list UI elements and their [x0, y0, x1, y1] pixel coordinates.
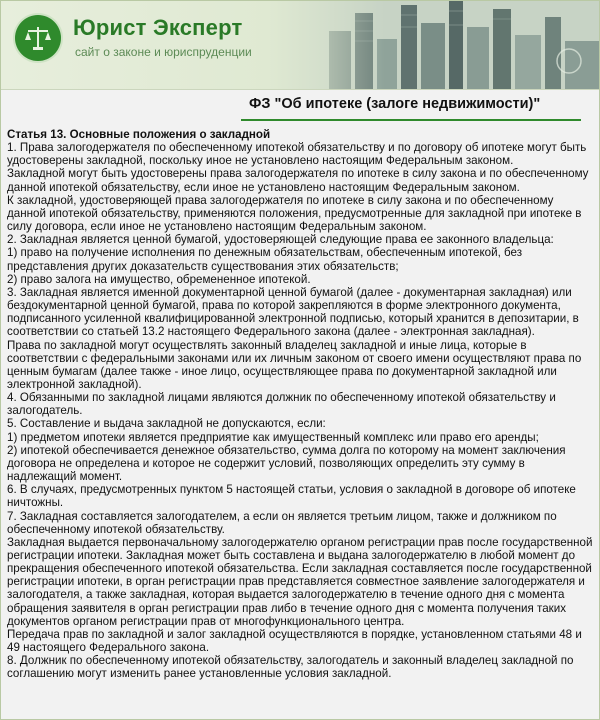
- site-header: [1, 1, 599, 90]
- paragraph: Права по закладной могут осуществлять законный владелец закладной и иные лица, которые в соответствии с федеральными законами или их личным законом от своего имени осуществляют права по ценным бумагам (далее также - иное лицо, осуществляющее права по документарной закладной или электронной закладной).: [7, 338, 582, 391]
- title-underline: [241, 119, 581, 121]
- paragraph: 6. В случаях, предусмотренных пунктом 5 настоящей статьи, условия о закладной в договоре об ипотеке ничтожны.: [7, 483, 576, 510]
- paragraph: Закладной могут быть удостоверены права залогодержателя по ипотеке в силу закона и по обеспеченному данной ипотекой обязательству, если иное не установлено настоящим Федеральным законом.: [7, 167, 589, 194]
- paragraph: 8. Должник по обеспеченному ипотекой обязательству, залогодатель и законный владелец закладной по соглашению могут изменить ранее установленные условия закладной.: [7, 654, 574, 681]
- paragraph: 2. Закладная является ценной бумагой, удостоверяющей следующие права ее законного владельца:: [7, 233, 554, 247]
- article-heading: Статья 13. Основные положения о закладной: [7, 128, 271, 141]
- document-body: [7, 128, 593, 681]
- paragraph: 2) право залога на имущество, обремененное ипотекой.: [7, 272, 311, 286]
- site-name[interactable]: Юрист Эксперт: [73, 15, 243, 40]
- paragraph: 4. Обязанными по закладной лицами являются должник по обеспеченному ипотекой обязательству и залогодатель.: [7, 391, 556, 418]
- site-logo[interactable]: [15, 15, 61, 61]
- site-tagline: сайт о законе и юриспруденции: [75, 45, 252, 59]
- paragraph: 2) ипотекой обеспечивается денежное обязательство, сумма долга по которому на момент заключения договора не определена и которое не содержит условий, позволяющих определить эту сумму в надлежащий момент.: [7, 443, 566, 484]
- paragraph: Закладная выдается первоначальному залогодержателю органом регистрации прав после государственной регистрации ипотеки. Закладная может быть составлена и выдана залогодержателю в любой момент до прекращения обеспеченного ипотекой обязательства. Если закладная составляется после государственной регистрации ипотеки, в орган регистрации прав представляется совместное заявление залогодержателя и залогодателя, а также закладная, которая выдается залогодержателю в течение одного дня с момента обращения заявителя в орган регистрации прав либо в течение одного дня с момента получения таких документов органом регистрации прав от многофункционального центра.: [7, 535, 593, 628]
- paragraph: 1. Права залогодержателя по обеспеченному ипотекой обязательству и по договору об ипотеке могут быть удостоверены закладной, поскольку иное не установлено настоящим Федеральным законом.: [7, 141, 587, 168]
- paragraph: 3. Закладная является именной документарной ценной бумагой (далее - документарная закладная) или бездокументарной ценной бумагой, права по которой закрепляются в форме электронного документа, подписанного усиленной квалифицированной электронной подписью, который хранится в депозитарии, в соответствии со статьей 13.2 настоящего Федерального закона (далее - электронная закладная).: [7, 285, 579, 339]
- paragraph: 1) право на получение исполнения по денежным обязательствам, обеспеченным ипотекой, без представления других доказательств существования этих обязательств;: [7, 246, 523, 273]
- paragraph: К закладной, удостоверяющей права залогодержателя по ипотеке в силу закона и по обеспеченному данной ипотекой обязательству, применяются положения, предусмотренные для закладной при ипотеке в силу договора, если иное не установлено настоящим Федеральным законом.: [7, 193, 582, 234]
- document-title: ФЗ "Об ипотеке (залоге недвижимости)": [249, 96, 541, 112]
- city-skyline-image: [269, 1, 599, 89]
- paragraph: 5. Составление и выдача закладной не допускаются, если:: [7, 417, 326, 431]
- paragraph: 7. Закладная составляется залогодателем, а если он является третьим лицом, также и должником по обеспеченному ипотекой обязательству.: [7, 509, 557, 536]
- scales-icon: [23, 23, 53, 53]
- paragraph: 1) предметом ипотеки является предприятие как имущественный комплекс или право его аренды;: [7, 430, 539, 444]
- paragraph: Передача прав по закладной и залог закладной осуществляются в порядке, установленном статьями 48 и 49 настоящего Федерального закона.: [7, 627, 582, 655]
